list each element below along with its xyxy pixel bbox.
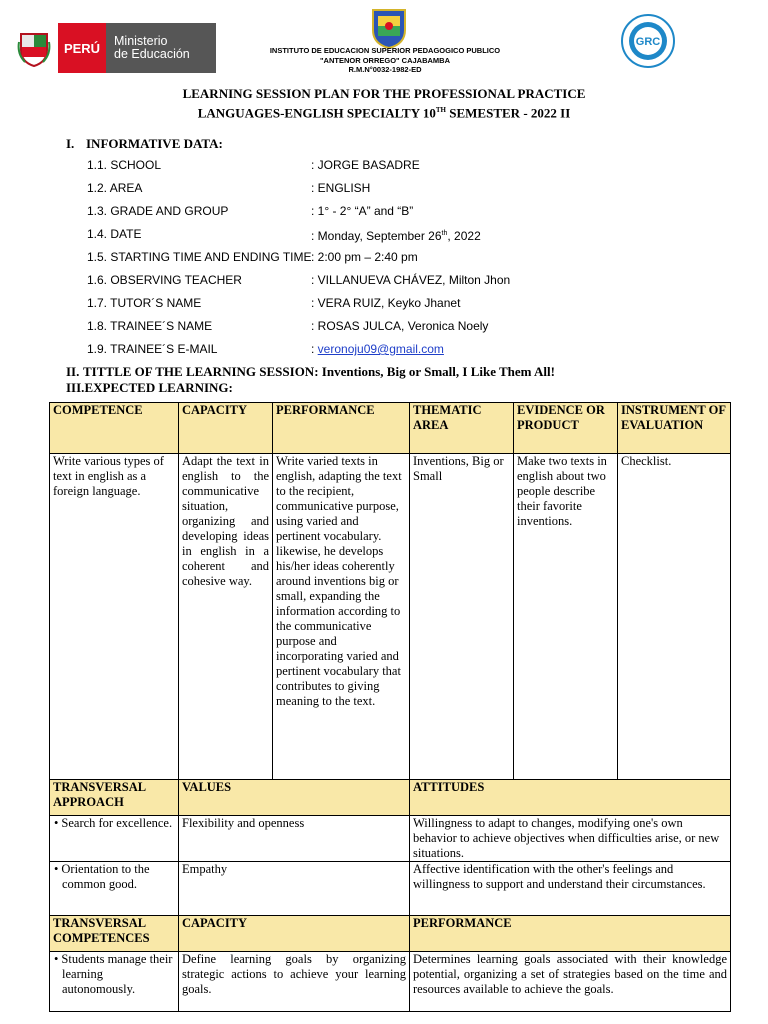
- info-value: : VERA RUIZ, Keyko Jhanet: [311, 296, 461, 310]
- header-thematic-area: THEMATIC AREA: [410, 403, 514, 454]
- transversal-approach-header-row: [50, 780, 731, 816]
- cell-tc-competence: [50, 952, 179, 1012]
- info-value: : 1° - 2° “A” and “B”: [311, 204, 414, 218]
- peru-shield-icon: [10, 23, 58, 73]
- title-line-1: LEARNING SESSION PLAN FOR THE PROFESSIONAL PRACTICE: [182, 86, 586, 101]
- header-instrument: INSTRUMENT OF EVALUATION: [618, 403, 731, 454]
- date-a: : Monday, September 26: [311, 229, 442, 243]
- section-1-number: I.: [66, 136, 75, 151]
- date-sup: th: [441, 230, 448, 237]
- cell-capacity: Adapt the text in english to the communicative situation, organizing and developing ideas in english in a coherent and cohesive way.: [179, 454, 273, 780]
- header-competence: COMPETENCE: [50, 403, 179, 454]
- section-informative-data: [66, 136, 223, 152]
- cell-evidence: Make two texts in english about two people describe their favorite inventions.: [514, 454, 618, 780]
- cell-value: Flexibility and openness: [179, 816, 410, 862]
- cell-tc-performance: Determines learning goals associated with their knowledge potential, organizing a set of strategies based on the time and resources available to achieve the goals.: [410, 952, 731, 1012]
- institute-line-2: "ANTENOR ORREGO" CAJABAMBA: [319, 55, 451, 65]
- email-prefix: :: [311, 342, 318, 356]
- header-tc-performance: PERFORMANCE: [410, 916, 731, 952]
- ministry-line-1: Ministerio: [114, 34, 168, 48]
- section-2-number: II.: [66, 364, 80, 379]
- institute-line-3: R.M.N°0032-1982-ED: [348, 65, 422, 74]
- title-line-2-a: LANGUAGES-ENGLISH SPECIALTY 10: [197, 105, 436, 121]
- section-session-title: [66, 364, 555, 380]
- institute-emblem-icon: [369, 6, 409, 50]
- cell-tc-capacity: Define learning goals by organizing strategic actions to achieve your learning goals.: [179, 952, 410, 1012]
- header-performance: PERFORMANCE: [273, 403, 410, 454]
- header-capacity: CAPACITY: [179, 403, 273, 454]
- table-header-row: [50, 403, 731, 454]
- info-label: 1.4. DATE: [87, 227, 142, 241]
- info-label: 1.6. OBSERVING TEACHER: [87, 273, 242, 287]
- table-row: [50, 952, 731, 1012]
- cell-approach: [50, 816, 179, 862]
- title-line-2-sup: TH: [435, 106, 447, 114]
- cell-attitude: Willingness to adapt to changes, modifying one's own behavior to achieve objectives when difficulties arise, or new situations.: [410, 816, 731, 862]
- title-line-2: [60, 102, 708, 121]
- section-expected-learning: [66, 380, 233, 396]
- header-tc-capacity: CAPACITY: [179, 916, 410, 952]
- section-3-title: EXPECTED LEARNING:: [84, 380, 233, 395]
- header-transversal-competences: TRANSVERSAL COMPETENCES: [50, 916, 179, 952]
- grc-seal-icon: [621, 14, 675, 68]
- info-value: : ROSAS JULCA, Veronica Noely: [311, 319, 489, 333]
- section-3-number: III.: [66, 380, 85, 395]
- info-value: [311, 226, 481, 244]
- email-link[interactable]: veronoju09@gmail.com: [317, 342, 444, 356]
- section-1-title: INFORMATIVE DATA:: [86, 136, 223, 151]
- header-attitudes: ATTITUDES: [410, 780, 731, 816]
- info-label: 1.5. STARTING TIME AND ENDING TIME: [87, 250, 312, 264]
- info-label: 1.2. AREA: [87, 181, 143, 195]
- cell-thematic-area: Inventions, Big or Small: [410, 454, 514, 780]
- date-b: , 2022: [447, 229, 481, 243]
- peru-label: PERÚ: [58, 23, 106, 73]
- cell-approach: [50, 862, 179, 916]
- title-line-2-b: SEMESTER - 2022 II: [449, 105, 571, 121]
- cell-competence: Write various types of text in english as a foreign language.: [50, 454, 179, 780]
- session-title-value: Inventions, Big or Small, I Like Them All!: [321, 364, 555, 379]
- info-value: : ENGLISH: [311, 181, 371, 195]
- info-label: 1.9. TRAINEE´S E-MAIL: [87, 342, 218, 356]
- info-label: 1.7. TUTOR´S NAME: [87, 296, 202, 310]
- info-value: : JORGE BASADRE: [311, 158, 420, 172]
- info-value: : VILLANUEVA CHÁVEZ, Milton Jhon: [311, 273, 511, 287]
- cell-value: Empathy: [179, 862, 410, 916]
- ministry-line-2: de Educación: [114, 47, 190, 61]
- table-row: [50, 454, 731, 780]
- transversal-competences-header-row: [50, 916, 731, 952]
- cell-attitude: Affective identification with the other's feelings and willingness to support and understand their circumstances.: [410, 862, 731, 916]
- section-2-title: TITTLE OF THE LEARNING SESSION:: [83, 364, 319, 379]
- info-label: 1.8. TRAINEE´S NAME: [87, 319, 213, 333]
- header-evidence: EVIDENCE OR PRODUCT: [514, 403, 618, 454]
- approach-text: Orientation to the common good.: [61, 862, 150, 891]
- table-row: [50, 862, 731, 916]
- tc-competence-text: Students manage their learning autonomously.: [61, 952, 173, 996]
- document-title: [60, 86, 708, 121]
- info-value: : 2:00 pm – 2:40 pm: [311, 250, 418, 264]
- header-transversal-approach: TRANSVERSAL APPROACH: [50, 780, 179, 816]
- info-label: 1.1. SCHOOL: [87, 158, 162, 172]
- info-value: [311, 341, 444, 357]
- expected-learning-table: [49, 402, 731, 1012]
- info-label: 1.3. GRADE AND GROUP: [87, 204, 229, 218]
- peru-ministry-logo: [10, 23, 216, 73]
- seal-text: GRC: [635, 36, 661, 48]
- institute-line-1: INSTITUTO DE EDUCACION SUPERIOR PEDAGOGICO PUBLICO: [269, 46, 501, 55]
- cell-instrument: Checklist.: [618, 454, 731, 780]
- institute-heading: [200, 46, 570, 75]
- approach-text: Search for excellence.: [61, 816, 173, 830]
- header-values: VALUES: [179, 780, 410, 816]
- table-row: [50, 816, 731, 862]
- cell-performance: Write varied texts in english, adapting the text to the recipient, communicative purpose, using varied and pertinent vocabulary. likewise, he develops his/her ideas coherently around inventions big or small, expanding the information according to the communicative purpose and incorporating varied and pertinent vocabulary that contributes to giving meaning to the text.: [273, 454, 410, 780]
